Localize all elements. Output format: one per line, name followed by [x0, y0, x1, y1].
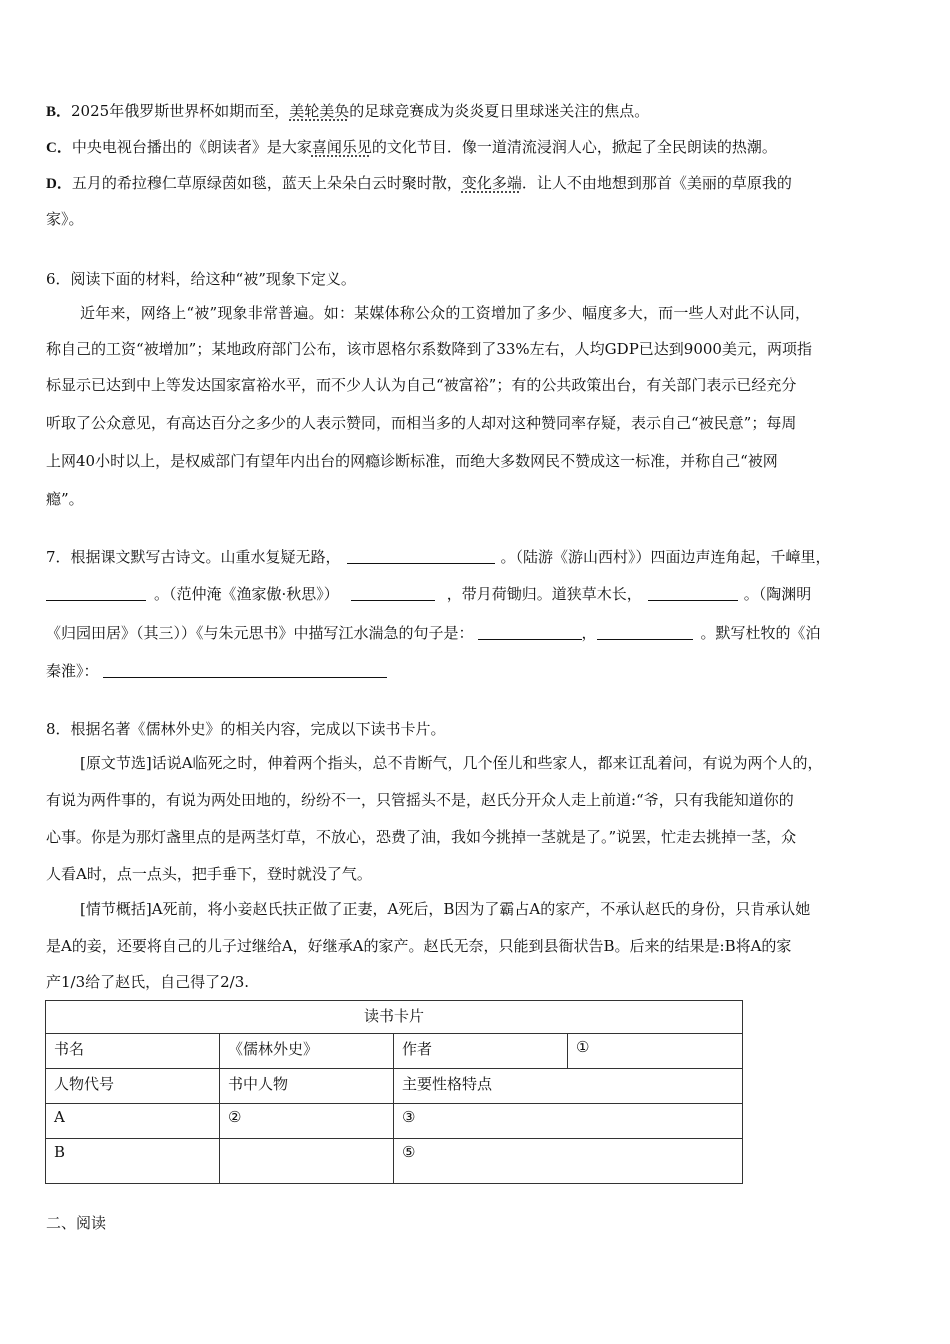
option-b-text-pre: 2025年俄罗斯世界杯如期而至，: [71, 102, 290, 120]
answer-cell[interactable]: ⑤: [394, 1139, 743, 1184]
q7-text: 。（陶渊明: [743, 585, 812, 603]
q8-paragraph-line: 人看A时，点一点头，把手垂下，登时就没了气。: [46, 865, 372, 883]
q7-text: 。（陆游《游山西村》）四面边声连角起，千嶂里，: [500, 548, 831, 566]
option-b-label: B．: [46, 104, 72, 120]
option-c-idiom: 喜闻乐见: [311, 138, 372, 156]
table-row: [46, 1034, 743, 1069]
table-cell: 作者: [394, 1034, 568, 1069]
q8-paragraph-line: 是A的妾，还要将自己的儿子过继给A，好继承A的家产。赵氏无奈，只能到县衙状告B。后来的结果是:B将A的家: [46, 937, 792, 955]
q7-line-1: [46, 546, 831, 568]
q6-title: 6．阅读下面的材料，给这种“被”现象下定义。: [46, 270, 356, 288]
table-cell: 主要性格特点: [394, 1069, 743, 1104]
q7-text: ，带月荷锄归。道狭草木长，: [446, 585, 642, 603]
option-c-text-post: 的文化节目．像一道清流浸润人心，掀起了全民朗读的热潮。: [371, 138, 777, 156]
option-b-idiom: 美轮美奂: [289, 102, 350, 120]
q6-paragraph-line: 瘾”。: [46, 490, 84, 508]
q8-paragraph-line: 产1/3给了赵氏，自己得了2/3.: [46, 973, 250, 991]
q6-paragraph-line: 听取了公众意见，有高达百分之多少的人表示赞同，而相当多的人却对这种赞同率存疑，表示自己“被民意”；每周: [46, 414, 797, 432]
q7-text: 。默写杜牧的《泊: [700, 624, 821, 642]
option-b-text-post: 的足球竞赛成为炎炎夏日里球迷关注的焦点。: [349, 102, 650, 120]
table-row: [46, 1104, 743, 1139]
answer-cell[interactable]: [220, 1139, 394, 1184]
answer-blank[interactable]: [103, 661, 387, 678]
table-row: [46, 1139, 743, 1184]
q7-line-3: [46, 622, 821, 644]
answer-blank[interactable]: [347, 547, 495, 564]
table-cell: B: [46, 1139, 220, 1184]
answer-cell[interactable]: ①: [568, 1034, 743, 1069]
table-row: [46, 1069, 743, 1104]
table-cell: 书名: [46, 1034, 220, 1069]
option-c-text-pre: 中央电视台播出的《朗读者》是大家: [71, 138, 312, 156]
q6-paragraph-line: 标显示已达到中上等发达国家富裕水平，而不少人认为自己“被富裕”；有的公共政策出台，有关部门表示已经充分: [46, 376, 797, 394]
answer-cell[interactable]: ③: [394, 1104, 743, 1139]
option-b: [46, 100, 649, 123]
q6-paragraph-line: 称自己的工资“被增加”；某地政府部门公布，该市恩格尔系数降到了33%左右，人均GDP已达到9000美元，两项指: [46, 340, 812, 358]
q7-text: 。（范仲淹《渔家傲·秋思》）: [154, 585, 339, 603]
table-cell: A: [46, 1104, 220, 1139]
section-2-heading: 二、阅读: [46, 1214, 107, 1232]
q8-title: 8．根据名著《儒林外史》的相关内容，完成以下读书卡片。: [46, 720, 446, 738]
option-c-label: C．: [46, 140, 72, 156]
q8-paragraph-line: [情节概括]A死前，将小妾赵氏扶正做了正妻，A死后，B因为了霸占A的家产，不承认赵氏的身份，只肯承认她: [80, 900, 811, 918]
option-d-text-pre: 五月的希拉穆仁草原绿茵如毯，蓝天上朵朵白云时聚时散，: [71, 174, 462, 192]
reading-card-table: [45, 1000, 743, 1184]
table-cell: 人物代号: [46, 1069, 220, 1104]
reading-card-title: 读书卡片: [46, 1001, 743, 1034]
answer-cell[interactable]: ②: [220, 1104, 394, 1139]
option-d: [46, 172, 792, 195]
option-d-text-post: ．让人不由地想到那首《美丽的草原我的: [521, 174, 792, 192]
option-c: [46, 136, 777, 159]
option-d-line2: 家》。: [46, 210, 84, 228]
q6-paragraph-line: 近年来，网络上“被”现象非常普遍。如：某媒体称公众的工资增加了多少、幅度多大，而一些人对此不认同，: [80, 304, 811, 322]
table-row: [46, 1001, 743, 1034]
table-cell: 书中人物: [220, 1069, 394, 1104]
q8-paragraph-line: [原文节选]话说A临死之时，伸着两个指头，总不肯断气，几个侄儿和些家人，都来讧乱着问，有说为两个人的，: [80, 754, 823, 772]
q7-line-4: [46, 660, 387, 682]
q6-paragraph-line: 上网40小时以上，是权威部门有望年内出台的网瘾诊断标准，而绝大多数网民不赞成这一标准，并称自己“被网: [46, 452, 778, 470]
q7-text: ，: [581, 624, 597, 642]
answer-blank[interactable]: [478, 623, 582, 640]
q7-text: 《归园田居》（其三））《与朱元思书》中描写江水湍急的句子是：: [46, 624, 474, 642]
answer-blank[interactable]: [46, 584, 146, 601]
q8-paragraph-line: 有说为两件事的，有说为两处田地的，纷纷不一，只管摇头不是，赵氏分开众人走上前道:“爷，只有我能知道你的: [46, 791, 794, 809]
answer-blank[interactable]: [597, 623, 693, 640]
q7-text: 秦淮》：: [46, 662, 99, 680]
q7-line-2: [46, 583, 811, 605]
table-cell: 《儒林外史》: [220, 1034, 394, 1069]
option-d-label: D．: [46, 176, 72, 192]
q7-text: 7．根据课文默写古诗文。山重水复疑无路，: [46, 548, 341, 566]
q8-paragraph-line: 心事。你是为那灯盏里点的是两茎灯草，不放心，恐费了油，我如今挑掉一茎就是了。”说罢，忙走去挑掉一茎，众: [46, 828, 797, 846]
answer-blank[interactable]: [648, 584, 738, 601]
answer-blank[interactable]: [351, 584, 435, 601]
option-d-idiom: 变化多端: [461, 174, 522, 192]
